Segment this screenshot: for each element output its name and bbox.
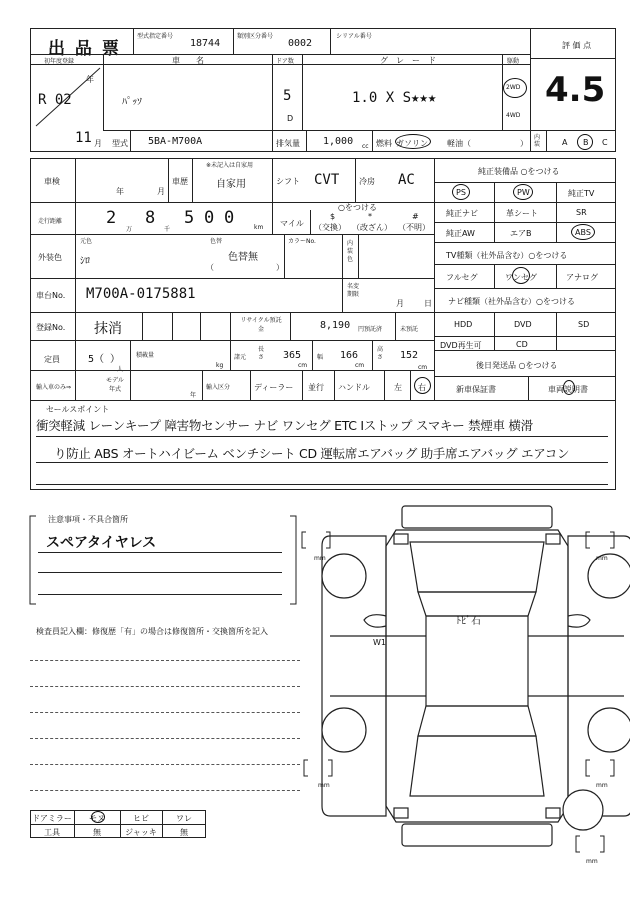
circle-manual [563,380,575,395]
circle-handle-right [414,377,431,394]
diesel-label: 軽油（ [447,139,471,148]
cc-unit: cc [362,143,369,150]
navi-hdd: HDD [454,320,473,329]
history-value: 自家用 [216,179,246,190]
mileage-label: 走行距離 [38,218,63,225]
displacement-value: 1,000 [323,136,354,147]
grade-value: 1.0 X S★★★ [352,90,437,106]
equip-abs: ABS [575,228,591,237]
mirror-break: ワレ [176,814,192,823]
score-value: 4.5 [545,70,606,110]
mirror-crack: ヒビ [133,814,149,823]
circle-2wd [503,78,527,98]
drive-2wd: 2WD [506,84,521,91]
mileage-digit-2: 8 [145,208,156,228]
mm-5: mm [586,858,598,865]
chassis-value: M700A-0175881 [86,286,196,302]
tools-label: 工具 [44,828,60,837]
equip-airbag: エアB [510,229,532,238]
handle-right: 右 [418,383,426,392]
handle-left: 左 [394,383,402,392]
capacity-value: 5（ ） [88,354,121,365]
name-change-month: 月 [396,299,404,308]
circle-fuel [395,134,431,149]
mirror-value: モヌ [89,814,105,823]
mileage-km: km [254,224,264,231]
navi-sd: SD [578,320,590,329]
circle-interior-b [577,134,593,150]
equip-leather: 革シート [506,209,538,218]
inspection-month: 月 [157,187,165,196]
drive-label: 駆動 [507,58,520,65]
jack-value: 無 [180,828,188,837]
doors-value: 5 [283,88,292,104]
mileage-asterisk: * [368,212,372,221]
circle-abs [571,224,595,240]
tv-fullseg: フルセグ [446,273,478,282]
parallel-option: 並行 [308,383,324,392]
inspection-label: 車検 [44,177,60,186]
fuel-label: 燃料 [376,139,392,148]
interior-b: B [583,138,589,147]
page-title: 出 品 票 [48,39,121,59]
model-code: 18744 [190,38,221,49]
door-suffix: D [287,114,294,123]
inspection-year: 年 [116,187,124,196]
length-value: 365 [283,350,302,361]
mileage-man: 万 [126,226,133,233]
tv-title: TV種類（社外品含む）○をつける [446,251,568,260]
width-label: 幅 [317,354,324,361]
displacement-label: 排気量 [276,139,300,148]
mm-4: mm [596,782,608,789]
name-change-day: 日 [424,299,432,308]
mileage-sen: 千 [164,226,171,233]
model-year-label: モデル年式 [106,377,124,393]
later-title: 後日発送品 ○をつける [476,361,558,370]
equip-tv: 純正TV [568,189,595,198]
mileage-dollar: $ [330,212,336,221]
inspector-label: 検査員記入欄：修復歴「有」の場合は修復箇所・交換箇所を記入 [36,627,268,636]
chassis-label: 車台No. [36,291,66,300]
load-kg: kg [216,362,224,369]
recycle-unpaid: 未預託 [400,326,419,333]
equip-title: 純正装備品 ○をつける [478,167,560,176]
height-cm: cm [418,364,428,371]
mileage-digit-5: 0 [224,208,235,228]
reg-label: 登録No. [36,323,66,332]
warranty-label: 新車保証書 [456,385,496,394]
class-code-label: 類別区分番号 [237,33,274,40]
month-unit: 月 [94,139,102,148]
interior-a: A [562,138,568,147]
width-value: 166 [340,350,359,361]
equip-navi: 純正ナビ [446,209,478,218]
navi-dvd: DVD [514,320,532,329]
tools-value: 無 [93,828,101,837]
mm-3: mm [318,782,330,789]
circle-mirror [91,811,105,823]
history-label: 車歴 [172,177,188,186]
mileage-mile: マイル [280,219,304,228]
manual-label: 車両説明書 [548,385,588,394]
ac-value: AC [398,172,415,188]
reg-value: 抹消 [94,321,122,337]
interior-label: 内装 [534,134,541,148]
mm-1: mm [314,555,326,562]
length-cm: cm [298,362,308,369]
navi-title: ナビ種類（社外品含む）○をつける [448,297,575,306]
model-code-label: 型式指定番号 [137,33,174,40]
mileage-tsukeru: ○をつける [338,203,377,212]
dvd-label: DVD再生可 [440,341,482,350]
capacity-person: 人 [117,366,124,373]
sales-line-2: り防止 ABS オートハイビーム ベンチシート CD 運転席エアバッグ 助手席エアバッグ エアコン [54,446,570,461]
repaint-label: 色替 [210,238,223,245]
orig-color: ｼﾛ [80,256,90,267]
sales-line-1: 衝突軽減 レーンキープ 障害物センサー ナビ ワンセグ ETC Iストップ スマキー 禁煙車 横滑 [36,418,533,433]
fuel-value: ガソリン [396,139,428,148]
history-note: ※未記入は自家用 [206,162,254,169]
color-no-label: カラーNo. [288,238,316,245]
interior-c: C [602,138,608,147]
notes-text: スペアタイヤレス [46,535,157,551]
shift-label: シフト [276,177,300,186]
repaint-value: 色替無 [228,252,258,263]
first-reg-month: 11 [75,130,92,146]
tv-analog: アナログ [566,273,598,282]
car-name-label: 車 名 [172,56,204,65]
drive-4wd: 4WD [506,112,521,119]
mileage-tampered: （改ざん） [352,223,392,232]
model-year-unit: 年 [190,392,197,399]
interior-color-label: 内装色 [347,240,354,263]
car-diagram [300,496,630,876]
mileage-hash: # [412,212,419,221]
equip-sr: SR [576,208,587,217]
height-label: 高さ [377,346,384,361]
diesel-close: ） [520,139,528,148]
mm-2: mm [596,555,608,562]
grade-label: グ レ ー ド [380,56,436,65]
year-unit: 年 [86,75,94,84]
circle-pw [513,184,533,200]
import-label: 輸入車のみ⇒ [36,384,72,391]
circle-ps [452,184,470,200]
doors-label: ドア数 [276,58,294,65]
equip-aw: 純正AW [446,229,475,238]
score-label: 評 価 点 [562,41,592,50]
tv-oneseg: ワンセグ [505,273,537,282]
orig-color-label: 元色 [80,238,93,245]
first-reg-era: R 02 [38,92,72,108]
model-label: 型式 [112,139,128,148]
recycle-label: リサイクル預託金 [240,317,282,333]
equip-ps: PS [456,188,466,197]
color-label: 外装色 [38,253,62,262]
height-value: 152 [400,350,419,361]
first-reg-label: 初年度登録 [44,58,75,65]
ac-label: 冷房 [359,177,375,186]
recycle-value: 8,190 [320,320,351,331]
mileage-digit-3: 5 [184,208,195,228]
mileage-unknown: （不明） [398,223,430,232]
handle-label: ハンドル [338,383,370,392]
sales-label: セールスポイント [46,405,110,414]
equip-pw: PW [517,188,530,197]
load-label: 積載量 [136,352,155,359]
length-label: 長さ [258,346,265,361]
car-name: ﾊﾟｯｿ [122,97,142,108]
jack-label: ジャッキ [125,828,157,837]
cd-label: CD [516,340,528,349]
mark-roof: ﾄﾋﾞ石 [456,616,481,627]
width-cm: cm [355,362,365,369]
repaint-paren-close: ） [276,263,284,272]
import-class-label: 輸入区分 [206,384,231,391]
mark-w1: W1 [373,638,386,647]
mirror-label: ドアミラー [32,814,72,823]
serial-label: シリアル番号 [336,33,372,40]
dealer-option: ディーラー [254,383,294,392]
mileage-digit-1: 2 [106,208,117,228]
circle-oneseg [512,267,530,284]
dims-label: 諸元 [234,354,247,361]
mileage-exchange: （交換） [314,223,346,232]
name-change-label: 名変期限 [347,283,360,298]
class-code: 0002 [288,38,313,49]
mileage-digit-4: 0 [204,208,215,228]
capacity-label: 定員 [44,355,60,364]
recycle-paid: 円預託済 [358,326,383,333]
model-value: 5BA-M700A [148,136,203,147]
repaint-paren-open: （ [206,263,214,272]
notes-label: 注意事項・不具合箇所 [48,515,128,524]
shift-value: CVT [314,172,340,188]
